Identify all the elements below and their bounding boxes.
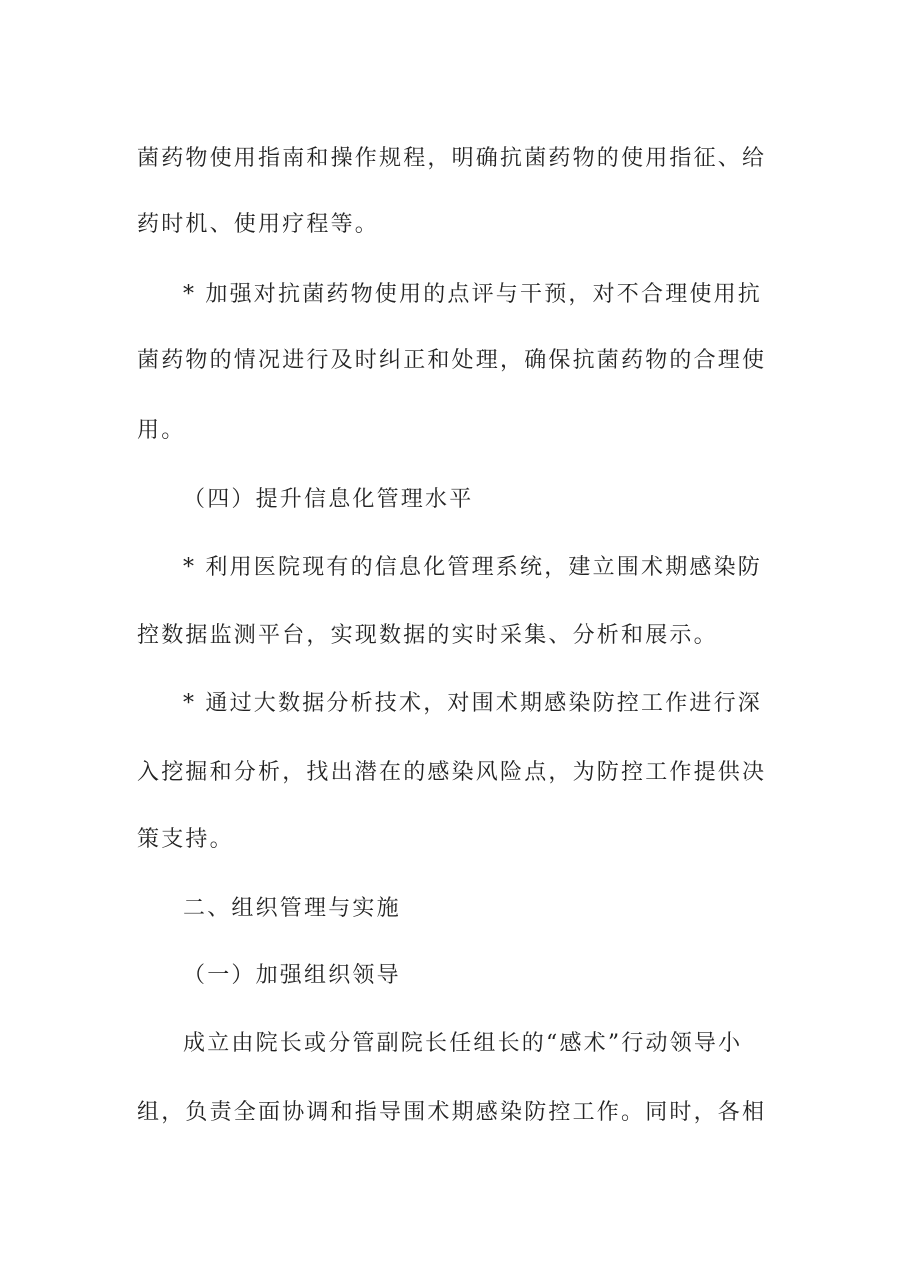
bullet-line: * 利用医院现有的信息化管理系统，建立围术期感染防 [183,555,762,580]
bullet-line: * 通过大数据分析技术，对围术期感染防控工作进行深 [183,691,762,716]
section-heading: （四）提升信息化管理水平 [183,487,474,512]
paragraph-line: 成立由院长或分管副院长任组长的“感术”行动领导小 [183,1031,743,1056]
paragraph-line: 药时机、使用疗程等。 [137,212,380,237]
paragraph-line: 组，负责全面协调和指导围术期感染防控工作。同时，各相 [137,1100,767,1125]
bullet-line: * 加强对抗菌药物使用的点评与干预，对不合理使用抗 [183,282,762,307]
paragraph-line: 入挖掘和分析，找出潜在的感染风险点，为防控工作提供决 [137,760,767,785]
section-heading: （一）加强组织领导 [183,963,401,988]
paragraph-line: 策支持。 [137,827,234,852]
paragraph-line: 控数据监测平台，实现数据的实时采集、分析和展示。 [137,623,718,648]
paragraph-line: 用。 [137,418,186,443]
paragraph-line: 菌药物的情况进行及时纠正和处理，确保抗菌药物的合理使 [137,348,767,373]
paragraph-line: 菌药物使用指南和操作规程，明确抗菌药物的使用指征、给 [137,146,767,171]
chapter-heading: 二、组织管理与实施 [183,896,401,921]
